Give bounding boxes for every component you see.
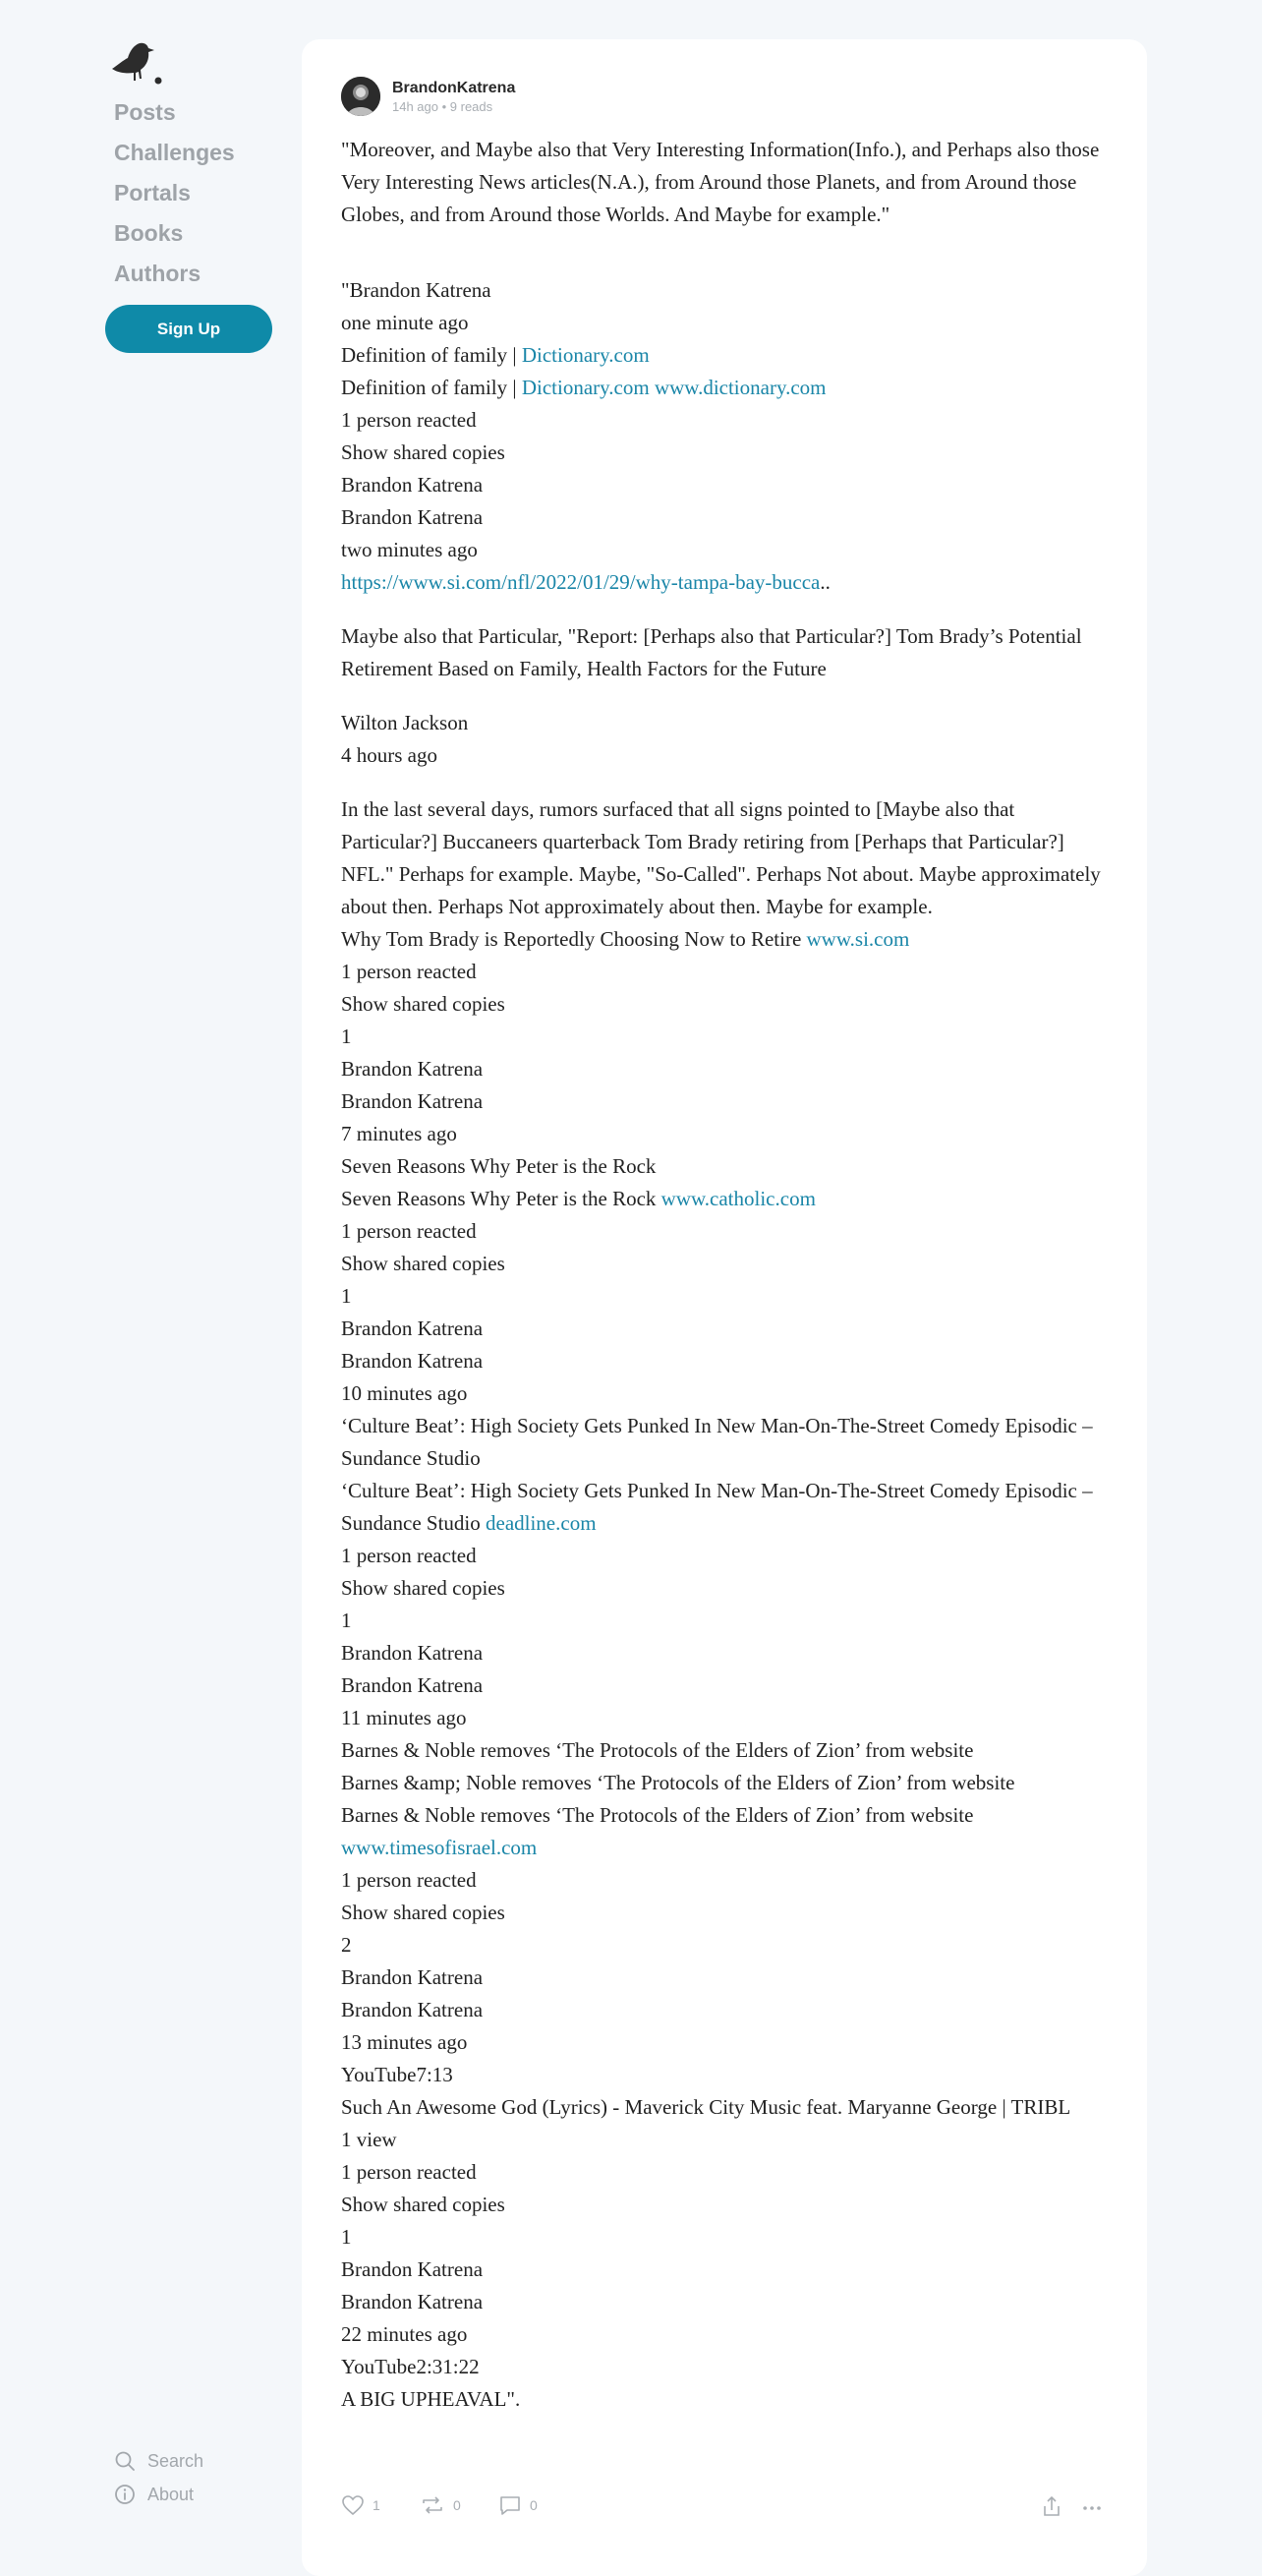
author-name[interactable]: BrandonKatrena	[392, 79, 516, 96]
post-line: 1 person reacted	[341, 408, 477, 432]
nav-item-posts[interactable]: Posts	[114, 99, 176, 125]
post-line: Brandon Katrena	[341, 1965, 484, 1989]
post-line: Brandon Katrena	[341, 1641, 484, 1665]
avatar-image	[341, 77, 380, 116]
comment-icon	[498, 2494, 522, 2516]
post-text: Definition of family |	[341, 343, 522, 367]
post-body	[341, 134, 1108, 2416]
about-label: About	[147, 2484, 195, 2504]
post-author	[341, 77, 515, 116]
post-text: Barnes & Noble removes ‘The Protocols of the Elders of Zion’ from website	[341, 1803, 974, 1827]
post-paragraph: "Moreover, and Maybe also that Very Interesting Information(Info.), and Perhaps also those Very Interesting News articles(N.A.), from Around those Planets, and from Around those Globes, and from Around those Worlds. And Maybe for example."	[341, 138, 1100, 226]
post-text: ‘Culture Beat’: High Society Gets Punked In New Man-On-The-Street Comedy Episodic – Sundance Studio	[341, 1479, 1093, 1535]
more-icon	[1080, 2494, 1104, 2518]
sidebar-footer	[114, 2444, 203, 2511]
post-line: Show shared copies	[341, 1576, 505, 1600]
search-label: Search	[147, 2450, 204, 2471]
post-line: 1 person reacted	[341, 2160, 477, 2184]
timesofisrael-link[interactable]: www.timesofisrael.com	[341, 1836, 538, 1859]
post-line: Seven Reasons Why Peter is the Rock	[341, 1154, 657, 1178]
dictionary-link[interactable]: Dictionary.com	[521, 343, 650, 367]
post-line: 4 hours ago	[341, 743, 437, 767]
post-line: 7 minutes ago	[341, 1122, 457, 1145]
post-line: 13 minutes ago	[341, 2030, 468, 2054]
post-line: Brandon Katrena	[341, 1089, 484, 1113]
post-line: 1	[341, 1609, 352, 1632]
catholic-link[interactable]: www.catholic.com	[660, 1187, 816, 1210]
nav-item-challenges[interactable]: Challenges	[114, 140, 235, 165]
post-line: Brandon Katrena	[341, 1349, 484, 1373]
post-text: Why Tom Brady is Reportedly Choosing Now to Retire	[341, 927, 807, 951]
post-line: Show shared copies	[341, 992, 505, 1016]
post-line	[341, 1475, 1108, 1540]
post-line	[341, 566, 1108, 599]
comment-button[interactable]	[498, 2494, 538, 2516]
post-line: 11 minutes ago	[341, 1706, 467, 1729]
post-line: 1 person reacted	[341, 1544, 477, 1567]
post-line: 1 person reacted	[341, 960, 477, 983]
search-link[interactable]	[114, 2444, 203, 2478]
post-line: Barnes &amp; Noble removes ‘The Protocols of the Elders of Zion’ from website	[341, 1771, 1015, 1794]
info-icon	[114, 2484, 136, 2505]
share-icon	[1041, 2494, 1062, 2518]
repost-count: 0	[453, 2497, 461, 2513]
post-line	[341, 339, 1108, 372]
more-button[interactable]	[1080, 2494, 1112, 2518]
like-count: 1	[373, 2497, 380, 2513]
post-line	[341, 923, 1108, 956]
post-line: 1 view	[341, 2128, 397, 2151]
raven-logo-icon[interactable]	[108, 39, 163, 87]
nav-item-books[interactable]: Books	[114, 220, 184, 246]
deadline-link[interactable]: deadline.com	[486, 1511, 597, 1535]
post-text: Seven Reasons Why Peter is the Rock	[341, 1187, 661, 1210]
heart-icon	[341, 2494, 365, 2516]
post-text: ..	[820, 570, 831, 594]
sign-up-button[interactable]: Sign Up	[105, 305, 272, 353]
post-line: Show shared copies	[341, 2193, 505, 2216]
about-link[interactable]	[114, 2478, 203, 2511]
si-article-link[interactable]: https://www.si.com/nfl/2022/01/29/why-tampa-bay-bucca	[341, 570, 821, 594]
post-line: Wilton Jackson	[341, 711, 469, 734]
repost-button[interactable]	[420, 2494, 461, 2516]
post-paragraph: Maybe also that Particular, "Report: [Perhaps also that Particular?] Tom Brady’s Potential Retirement Based on Family, Health Factors for the Future	[341, 624, 1082, 680]
post-line: two minutes ago	[341, 538, 478, 561]
post-line: Barnes & Noble removes ‘The Protocols of the Elders of Zion’ from website	[341, 1738, 974, 1762]
post-line	[341, 1183, 1108, 1215]
post-line: 2	[341, 1933, 352, 1957]
post-actions	[341, 2494, 1108, 2520]
nav-item-portals[interactable]: Portals	[114, 180, 191, 205]
post-line: Brandon Katrena	[341, 2290, 484, 2313]
post-line: one minute ago	[341, 311, 469, 334]
post-line: Such An Awesome God (Lyrics) - Maverick City Music feat. Maryanne George | TRIBL	[341, 2095, 1071, 2119]
post-line: YouTube2:31:22	[341, 2355, 480, 2378]
post-line: Brandon Katrena	[341, 1057, 484, 1081]
post-line: Brandon Katrena	[341, 505, 484, 529]
post-line: 1 person reacted	[341, 1219, 477, 1243]
post-line: 10 minutes ago	[341, 1381, 468, 1405]
nav-item-authors[interactable]: Authors	[114, 261, 201, 286]
post-line: Show shared copies	[341, 440, 505, 464]
post-line	[341, 1799, 1108, 1864]
post-meta: 14h ago • 9 reads	[392, 98, 493, 114]
post-line	[341, 372, 1108, 404]
post-line: Show shared copies	[341, 1901, 505, 1924]
post-line: Brandon Katrena	[341, 2257, 484, 2281]
search-icon	[114, 2450, 136, 2472]
post-line: 22 minutes ago	[341, 2322, 468, 2346]
post-line: YouTube7:13	[341, 2063, 453, 2086]
repost-icon	[420, 2494, 445, 2516]
share-button[interactable]	[1041, 2494, 1070, 2518]
post-line: 1	[341, 1025, 352, 1048]
post-line: 1	[341, 2225, 352, 2249]
post-line: Brandon Katrena	[341, 473, 484, 497]
post-line: ‘Culture Beat’: High Society Gets Punked In New Man-On-The-Street Comedy Episodic – Sundance Studio	[341, 1414, 1093, 1470]
post-line: 1 person reacted	[341, 1868, 477, 1892]
post-line: Show shared copies	[341, 1252, 505, 1275]
like-button[interactable]	[341, 2494, 380, 2516]
post-line: A BIG UPHEAVAL".	[341, 2387, 521, 2411]
post-line: Brandon Katrena	[341, 1317, 484, 1340]
post-line: Brandon Katrena	[341, 1998, 484, 2021]
main-nav	[114, 92, 235, 294]
si-link[interactable]: www.si.com	[806, 927, 910, 951]
post-text: Definition of family |	[341, 376, 522, 399]
post-paragraph: In the last several days, rumors surfaced that all signs pointed to [Maybe also that Particular?] Buccaneers quarterback Tom Brady retiring from [Perhaps that Particular?] NFL." Perhaps for example. Maybe, "So-Called". Perhaps Not about. Maybe approximately about then. Perhaps Not approximately about then. Maybe for example.	[341, 797, 1101, 918]
comment-count: 0	[530, 2497, 538, 2513]
post-line: "Brandon Katrena	[341, 278, 491, 302]
post-card	[302, 39, 1147, 2576]
sidebar	[0, 0, 295, 2525]
post-line: Brandon Katrena	[341, 1673, 484, 1697]
post-line: 1	[341, 1284, 352, 1308]
avatar[interactable]	[341, 77, 380, 116]
dictionary-link[interactable]: Dictionary.com www.dictionary.com	[521, 376, 827, 399]
